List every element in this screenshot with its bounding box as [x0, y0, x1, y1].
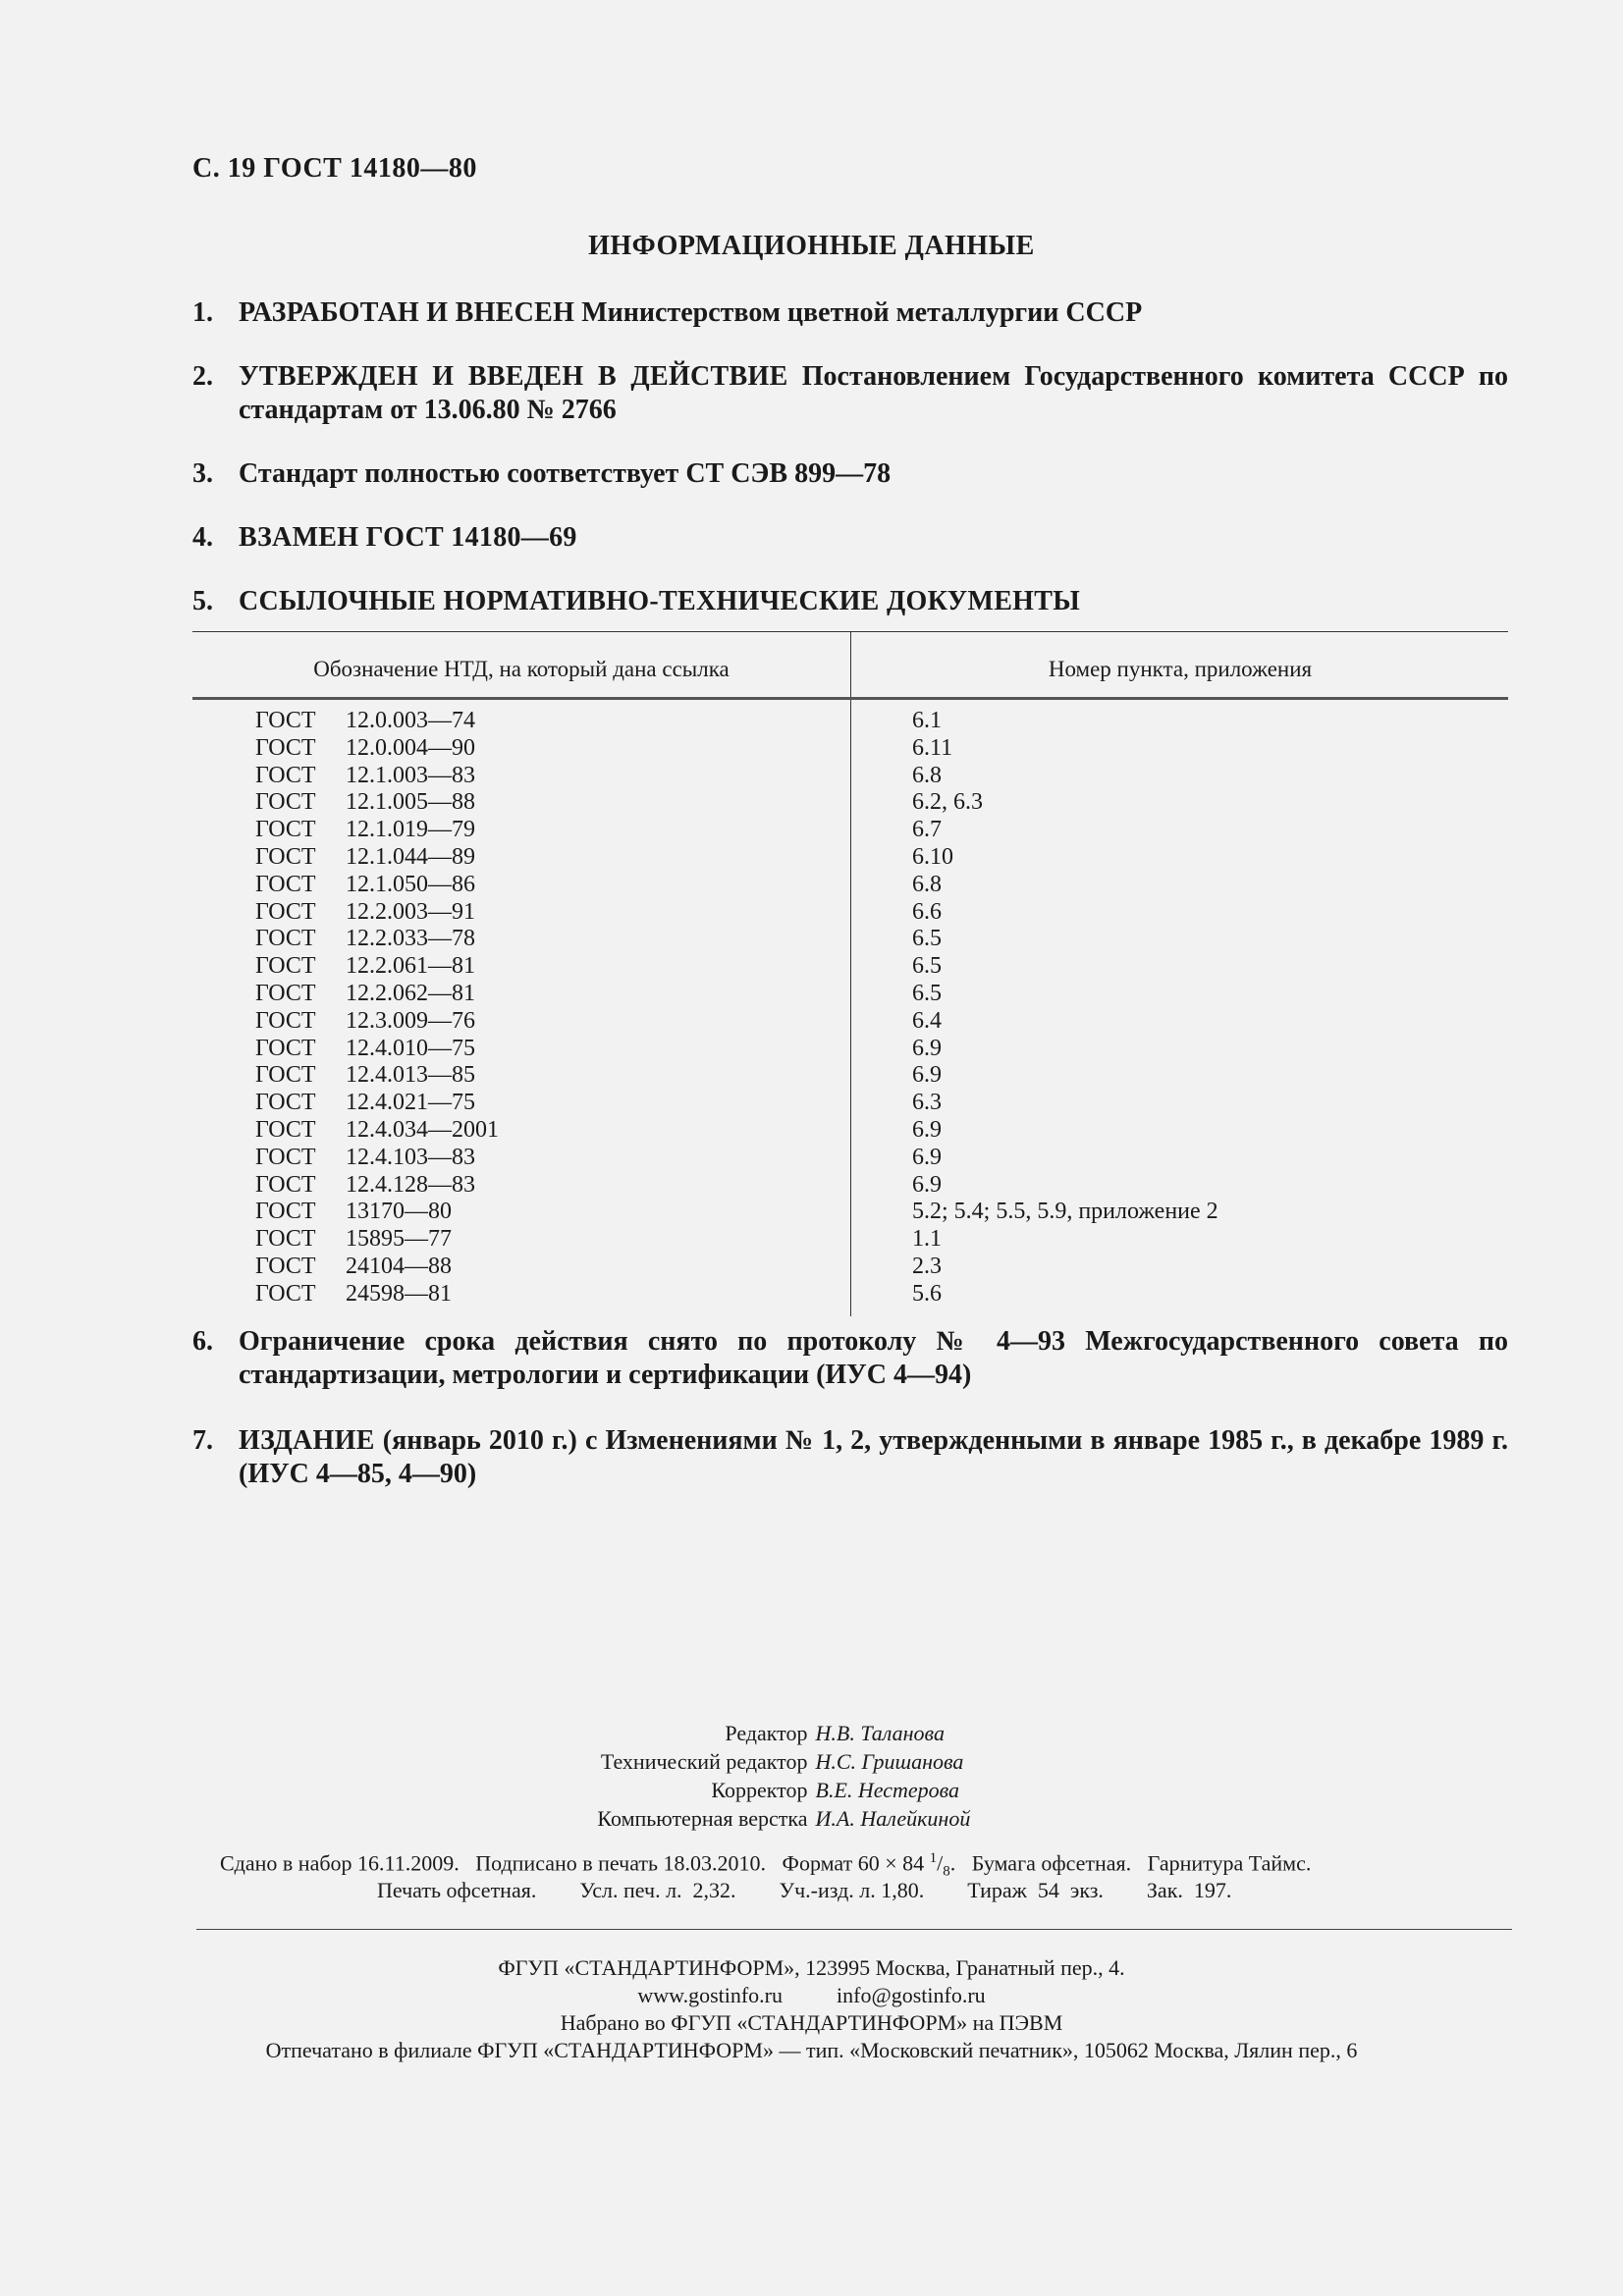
- table-row: [0, 1254, 1623, 1281]
- table-row: [0, 1008, 1623, 1036]
- table-row: [0, 1172, 1623, 1200]
- info-item-7: [192, 1424, 1508, 1491]
- doc-number: 12.4.103—83: [346, 1144, 475, 1170]
- table-row: [0, 817, 1623, 844]
- table-row: [0, 1145, 1623, 1172]
- doc-prefix: ГОСТ: [255, 1035, 316, 1061]
- page-header: С. 19 ГОСТ 14180—80: [192, 153, 477, 184]
- table-row: [0, 1117, 1623, 1145]
- table-header-clause: Номер пункта, приложения: [1048, 657, 1313, 681]
- doc-prefix: ГОСТ: [255, 1226, 316, 1253]
- doc-prefix: ГОСТ: [255, 708, 316, 733]
- fraction-denominator: 8: [943, 1863, 950, 1880]
- doc-prefix: ГОСТ: [255, 1144, 316, 1170]
- clause-reference: 6.8: [912, 762, 942, 788]
- info-item-2: [192, 360, 1508, 427]
- clause-reference: 6.1: [912, 708, 942, 733]
- clause-reference: 5.2; 5.4; 5.5, 5.9, приложение 2: [912, 1199, 1218, 1225]
- staff-line: [0, 1747, 1623, 1776]
- clause-reference: 6.6: [912, 898, 942, 925]
- doc-prefix: ГОСТ: [255, 980, 316, 1006]
- table-row: [0, 844, 1623, 872]
- item-text: Стандарт полностью соответствует СТ СЭВ 899—78: [239, 458, 892, 489]
- table-row: [0, 763, 1623, 790]
- clause-reference: 6.10: [912, 843, 953, 870]
- doc-number: 12.4.128—83: [346, 1171, 475, 1198]
- doc-number: 12.2.033—78: [346, 926, 475, 952]
- doc-number: 12.3.009—76: [346, 1007, 475, 1034]
- publisher-address: ФГУП «СТАНДАРТИНФОРМ», 123995 Москва, Гранатный пер., 4.: [498, 1955, 1125, 1980]
- doc-number: 13170—80: [346, 1199, 452, 1225]
- table-row: [0, 1226, 1623, 1254]
- staff-name: Н.В. Таланова: [815, 1721, 945, 1745]
- staff-name: И.А. Налейкиной: [815, 1806, 971, 1831]
- doc-number: 12.4.034—2001: [346, 1116, 499, 1143]
- item-text: (январь 2010 г.) с Изменениями № 1, 2, утвержденными в январе 1985 г., в декабре 1989 г. (ИУС 4—85, 4—90): [239, 1425, 1508, 1489]
- doc-prefix: ГОСТ: [255, 898, 316, 925]
- publisher-footer: [0, 1954, 1623, 2064]
- table-row: [0, 789, 1623, 817]
- info-item-3: [192, 457, 1508, 491]
- clause-reference: 6.9: [912, 1062, 942, 1089]
- staff-line: [0, 1804, 1623, 1833]
- doc-prefix: ГОСТ: [255, 1116, 316, 1143]
- item-number: 3.: [192, 458, 213, 489]
- item-caps: ССЫЛОЧНЫЕ НОРМАТИВНО-ТЕХНИЧЕСКИЕ ДОКУМЕНТЫ: [239, 586, 1081, 616]
- doc-number: 12.4.010—75: [346, 1035, 475, 1061]
- print-info-text: . Бумага офсетная. Гарнитура Таймс.: [949, 1850, 1312, 1876]
- website-link[interactable]: www.gostinfo.ru: [637, 1983, 784, 2007]
- staff-name: В.Е. Нестерова: [815, 1778, 960, 1802]
- clause-reference: 6.2, 6.3: [912, 789, 983, 816]
- table-row: [0, 1036, 1623, 1063]
- table-row: [0, 1062, 1623, 1090]
- clause-reference: 6.8: [912, 871, 942, 897]
- item-number: 7.: [192, 1425, 213, 1456]
- doc-number: 12.0.004—90: [346, 734, 475, 761]
- footer-rule: [196, 1929, 1512, 1930]
- clause-reference: 6.9: [912, 1035, 942, 1061]
- table-row: [0, 872, 1623, 899]
- table-row: [0, 735, 1623, 763]
- clause-reference: 1.1: [912, 1226, 942, 1253]
- item-caps: УТВЕРЖДЕН И ВВЕДЕН В ДЕЙСТВИЕ: [239, 361, 788, 392]
- doc-number: 12.2.062—81: [346, 980, 475, 1006]
- table-row: [0, 953, 1623, 981]
- doc-number: 12.0.003—74: [346, 708, 475, 733]
- table-header-rule: [192, 697, 1508, 700]
- item-number: 1.: [192, 297, 213, 328]
- staff-role: Компьютерная верстка: [597, 1806, 808, 1831]
- staff-role: Редактор: [725, 1721, 808, 1745]
- item-caps: РАЗРАБОТАН И ВНЕСЕН: [239, 297, 575, 328]
- doc-prefix: ГОСТ: [255, 926, 316, 952]
- table-row: [0, 899, 1623, 927]
- item-text: Постановлением Государственного комитета СССР по стандартам от 13.06.80 № 2766: [239, 361, 1509, 425]
- info-item-6: [192, 1325, 1508, 1392]
- info-item-5: [192, 585, 1508, 618]
- clause-reference: 6.9: [912, 1171, 942, 1198]
- clause-reference: 5.6: [912, 1280, 942, 1307]
- page-title: ИНФОРМАЦИОННЫЕ ДАННЫЕ: [588, 231, 1035, 261]
- clause-reference: 6.5: [912, 926, 942, 952]
- doc-number: 12.1.005—88: [346, 789, 475, 816]
- item-caps: ИЗДАНИЕ: [239, 1425, 375, 1456]
- print-info-line-1: Сдано в набор 16.11.2009. Подписано в печать 18.03.2010. Формат 60 × 84 $^1/_8$. Бумага офсетная. Гарнитура Таймс.: [220, 1850, 1312, 1880]
- doc-number: 12.1.019—79: [346, 817, 475, 843]
- staff-line: [0, 1719, 1623, 1747]
- clause-reference: 2.3: [912, 1253, 942, 1279]
- table-header-designation: Обозначение НТД, на который дана ссылка: [313, 657, 730, 681]
- table-row: [0, 1090, 1623, 1117]
- clause-reference: 6.7: [912, 817, 942, 843]
- doc-number: 24598—81: [346, 1280, 452, 1307]
- doc-number: 12.4.013—85: [346, 1062, 475, 1089]
- doc-number: 12.1.044—89: [346, 843, 475, 870]
- doc-prefix: ГОСТ: [255, 734, 316, 761]
- doc-number: 15895—77: [346, 1226, 452, 1253]
- doc-prefix: ГОСТ: [255, 843, 316, 870]
- printed-info: Отпечатано в филиале ФГУП «СТАНДАРТИНФОРМ» — тип. «Московский печатник», 105062 Москва, Лялин пер., 6: [265, 2038, 1358, 2062]
- doc-prefix: ГОСТ: [255, 1171, 316, 1198]
- item-number: 5.: [192, 586, 213, 616]
- item-number: 6.: [192, 1326, 213, 1357]
- doc-number: 24104—88: [346, 1253, 452, 1279]
- info-item-4: [192, 521, 1508, 555]
- doc-prefix: ГОСТ: [255, 789, 316, 816]
- table-row: [0, 708, 1623, 735]
- clause-reference: 6.11: [912, 734, 953, 761]
- table-row: [0, 1281, 1623, 1308]
- table-row: [0, 981, 1623, 1008]
- clause-reference: 6.3: [912, 1090, 942, 1116]
- table-body: [0, 708, 1623, 1308]
- doc-prefix: ГОСТ: [255, 1090, 316, 1116]
- clause-reference: 6.5: [912, 980, 942, 1006]
- table-row: [0, 926, 1623, 953]
- doc-prefix: ГОСТ: [255, 817, 316, 843]
- clause-reference: 6.9: [912, 1116, 942, 1143]
- staff-credits: [0, 1719, 1623, 1833]
- doc-prefix: ГОСТ: [255, 1062, 316, 1089]
- doc-prefix: ГОСТ: [255, 1199, 316, 1225]
- print-info-text: Сдано в набор 16.11.2009. Подписано в печать 18.03.2010. Формат 60 × 84: [220, 1850, 930, 1876]
- doc-number: 12.4.021—75: [346, 1090, 475, 1116]
- fraction-numerator: 1: [929, 1850, 938, 1866]
- doc-prefix: ГОСТ: [255, 1280, 316, 1307]
- item-text: Ограничение срока действия снято по протоколу № 4—93 Межгосударственного совета по стандартизации, метрологии и сертификации (ИУС 4—94): [239, 1326, 1508, 1390]
- doc-prefix: ГОСТ: [255, 1007, 316, 1034]
- table-row: [0, 1199, 1623, 1226]
- info-item-1: [192, 296, 1508, 330]
- clause-reference: 6.5: [912, 953, 942, 980]
- doc-prefix: ГОСТ: [255, 953, 316, 980]
- doc-prefix: ГОСТ: [255, 871, 316, 897]
- doc-prefix: ГОСТ: [255, 762, 316, 788]
- clause-reference: 6.4: [912, 1007, 942, 1034]
- publisher-contacts: [0, 1982, 1623, 2009]
- doc-number: 12.1.003—83: [346, 762, 475, 788]
- doc-number: 12.2.003—91: [346, 898, 475, 925]
- item-number: 2.: [192, 361, 213, 392]
- item-caps: ВЗАМЕН ГОСТ 14180—69: [239, 522, 577, 553]
- doc-number: 12.2.061—81: [346, 953, 475, 980]
- staff-name: Н.С. Гришанова: [815, 1749, 964, 1774]
- email-link[interactable]: info@gostinfo.ru: [837, 1983, 986, 2007]
- staff-role: Корректор: [711, 1778, 808, 1802]
- staff-role: Технический редактор: [600, 1749, 808, 1774]
- doc-number: 12.1.050—86: [346, 871, 475, 897]
- item-text: Министерством цветной металлургии СССР: [574, 297, 1143, 328]
- typeset-info: Набрано во ФГУП «СТАНДАРТИНФОРМ» на ПЭВМ: [560, 2010, 1063, 2035]
- clause-reference: 6.9: [912, 1144, 942, 1170]
- print-info-line-2: Печать офсетная. Усл. печ. л. 2,32. Уч.-изд. л. 1,80. Тираж 54 экз. Зак. 197.: [377, 1878, 1232, 1902]
- staff-line: [0, 1776, 1623, 1804]
- doc-prefix: ГОСТ: [255, 1253, 316, 1279]
- item-number: 4.: [192, 522, 213, 553]
